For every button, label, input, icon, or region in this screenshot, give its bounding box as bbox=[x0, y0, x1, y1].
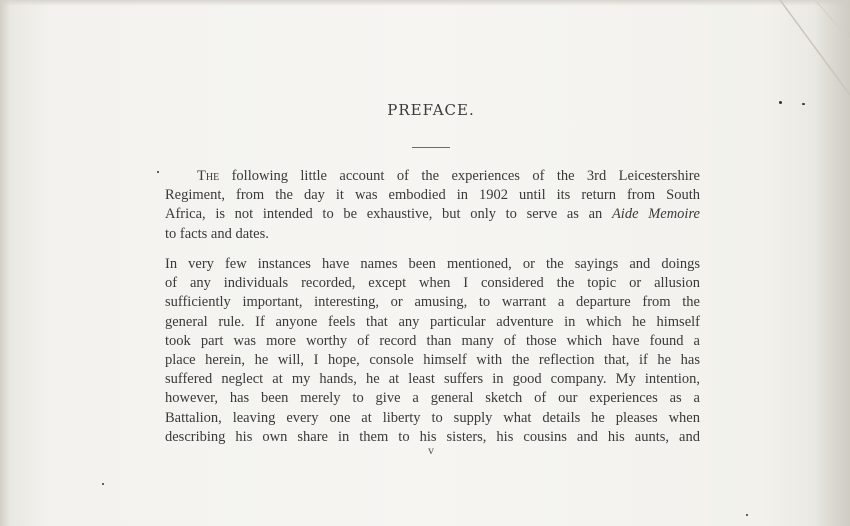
ink-speck bbox=[802, 103, 805, 105]
paragraph-2-line-2: of any individuals recorded, except when I considered the topic or allusion bbox=[165, 275, 700, 292]
paragraph-2-line-7: suffered neglect at my hands, he at least suffers in good company. My intention, bbox=[165, 371, 700, 388]
paragraph-1-line-3: Africa, is not intended to be exhaustive, but only to serve as an Aide Memoire bbox=[165, 206, 700, 223]
paragraph-1 bbox=[165, 167, 700, 244]
paragraph-2-line-10: describing his own share in them to his sisters, his cousins and his aunts, and bbox=[165, 428, 700, 445]
paragraph-1-line-1: The following little account of the experiences of the 3rd Leicestershire bbox=[197, 168, 700, 184]
ink-speck bbox=[102, 483, 104, 485]
drop-word: The bbox=[197, 168, 220, 184]
paragraph-2-line-6: place herein, he will, I hope, console himself with the reflection that, if he has bbox=[165, 352, 700, 369]
paragraph-2-line-8: however, has been merely to give a general sketch of our experiences as a bbox=[165, 390, 700, 407]
title-divider-rule bbox=[412, 147, 450, 148]
paragraph-2-line-3: sufficiently important, interesting, or amusing, to warrant a departure from the bbox=[165, 294, 700, 311]
italic-phrase: Aide Memoire bbox=[611, 206, 700, 223]
paragraph-1-line-2: Regiment, from the day it was embodied in 1902 until its return from South bbox=[165, 187, 700, 204]
ink-speck bbox=[157, 171, 159, 173]
paragraph-2-line-4: general rule. If anyone feels that any particular adventure in which he himself bbox=[165, 313, 700, 330]
paragraph-2 bbox=[165, 255, 700, 447]
page-left-edge-shadow bbox=[0, 0, 10, 526]
paragraph-2-line-5: took part was more worthy of record than many of those which have found a bbox=[165, 332, 700, 349]
page-top-edge-shadow bbox=[0, 0, 850, 6]
page-corner-crease bbox=[760, 0, 850, 110]
page-number: v bbox=[428, 443, 434, 457]
ink-speck bbox=[746, 514, 748, 516]
paragraph-1-line-4: to facts and dates. bbox=[165, 225, 269, 242]
paragraph-2-line-9: Battalion, leaving every one at liberty to supply what details he pleases when bbox=[165, 409, 700, 426]
ink-speck bbox=[779, 101, 782, 104]
page-title: PREFACE. bbox=[387, 101, 475, 119]
paragraph-2-line-1: In very few instances have names been mentioned, or the sayings and doings bbox=[165, 256, 700, 272]
